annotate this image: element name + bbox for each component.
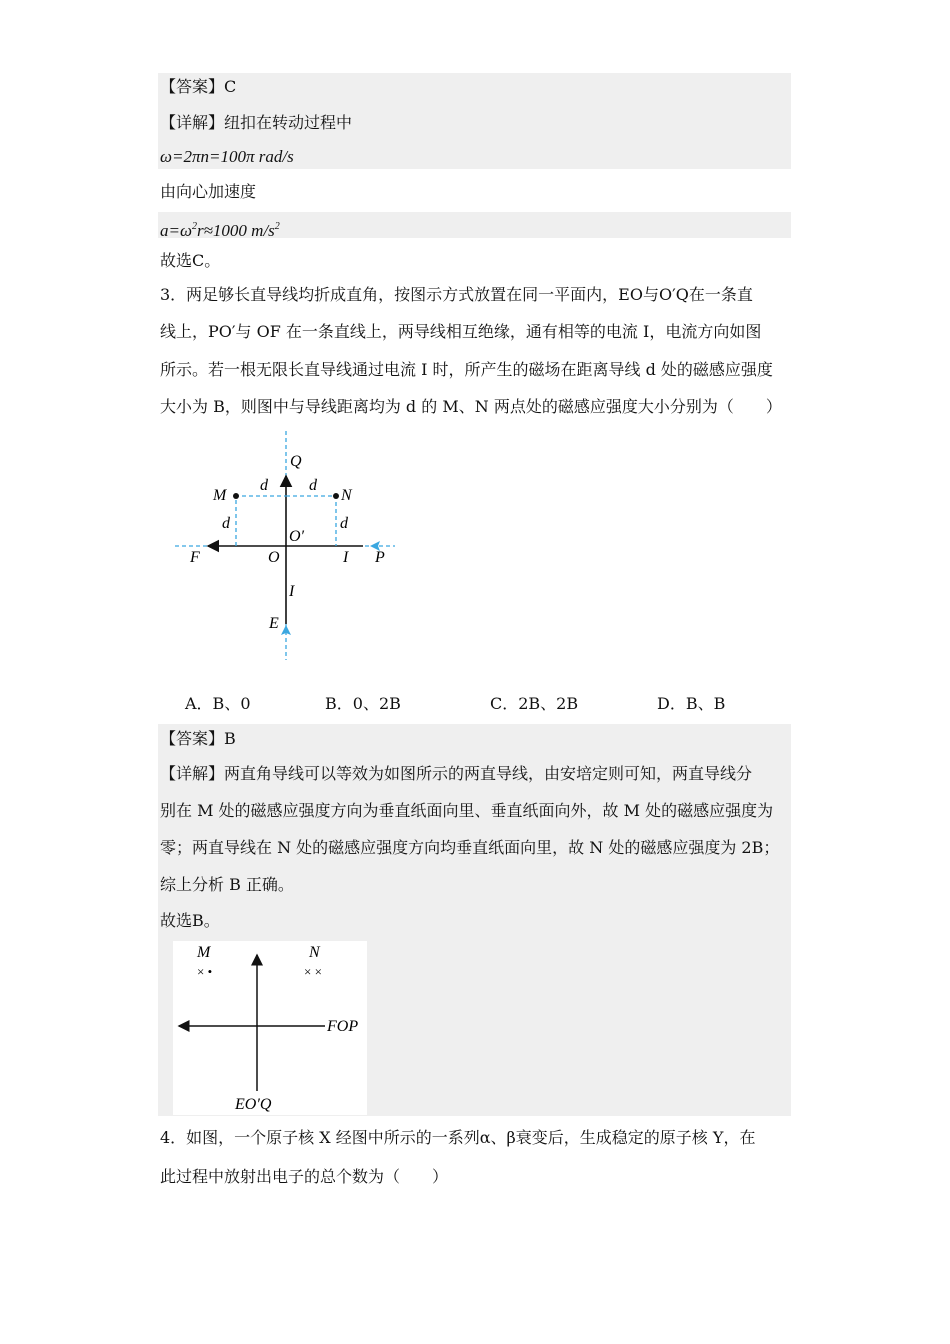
q3-detail-line: 零；两直导线在 N 处的磁感应强度方向均垂直纸面向里，故 N 处的磁感应强度为 2B； [160,838,780,857]
label-i: I [343,549,349,566]
option-b[interactable]: B．0、2B [325,694,401,713]
label-i: I [289,583,295,600]
eq-part: a=ω [160,221,192,240]
eq-exponent: 2 [191,221,197,232]
q4-stem-line: 此过程中放射出电子的总个数为（ ） [160,1167,449,1186]
q2-equation-acceleration [160,216,280,242]
label-n: N [341,487,352,504]
q2-conclusion: 故选C。 [160,251,221,270]
label-d: d [222,515,230,532]
q2-text-centripetal: 由向心加速度 [160,182,257,201]
option-d[interactable]: D．B、B [657,694,726,713]
label-f: F [190,549,200,566]
point-n [333,493,339,499]
q3-stem-line: 大小为 B，则图中与导线距离均为 d 的 M、N 两点处的磁感应强度大小分别为（ ） [160,397,782,416]
label-o: O [268,549,280,566]
q3-answer-figure [173,941,367,1115]
q2-answer: 【答案】C [160,77,237,96]
label-d: d [260,477,268,494]
label-q: Q [290,453,302,470]
eq-part: r≈1000 m/s [196,221,275,240]
eq-unit-exponent: 2 [274,221,280,232]
label-p: P [375,549,385,566]
label-d: d [309,477,317,494]
q3-wire-figure [170,428,410,663]
option-c[interactable]: C．2B、2B [490,694,579,713]
option-a[interactable]: A．B、0 [185,694,251,713]
q3-detail-line: 别在 M 处的磁感应强度方向为垂直纸面向里、垂直纸面向外，故 M 处的磁感应强度为 [160,801,774,820]
label-e: E [269,615,279,632]
field-marks-m: × • [197,964,213,979]
q2-detail: 【详解】纽扣在转动过程中 [160,113,353,132]
label-eoq: EO′Q [235,1096,272,1113]
q3-stem-line: 线上，PO′与 OF 在一条直线上，两导线相互绝缘，通有相等的电流 I，电流方向如图 [160,322,762,341]
label-m: M [213,487,227,504]
label-m: M [197,944,211,961]
q3-conclusion: 故选B。 [160,911,220,930]
q3-detail-line: 综上分析 B 正确。 [160,875,294,894]
label-d: d [340,515,348,532]
label-fop: FOP [327,1018,359,1035]
q2-equation-omega: ω=2πn=100π rad/s [160,147,294,166]
q3-stem-line: 3．两足够长直导线均折成直角，按图示方式放置在同一平面内，EO与O′Q在一条直 [160,285,753,304]
point-m [233,493,239,499]
q3-answer: 【答案】B [160,729,236,748]
q3-detail-line: 【详解】两直角导线可以等效为如图所示的两直导线，由安培定则可知，两直导线分 [160,764,753,783]
distance-guide-m [236,496,286,546]
q3-stem-line: 所示。若一根无限长直导线通过电流 I 时，所产生的磁场在距离导线 d 处的磁感应强度 [160,360,773,379]
label-n: N [309,944,320,961]
field-marks-n: × × [304,964,322,979]
q4-stem-line: 4．如图，一个原子核 X 经图中所示的一系列α、β衰变后，生成稳定的原子核 Y，在 [160,1128,756,1147]
label-o-prime: O′ [289,528,305,545]
